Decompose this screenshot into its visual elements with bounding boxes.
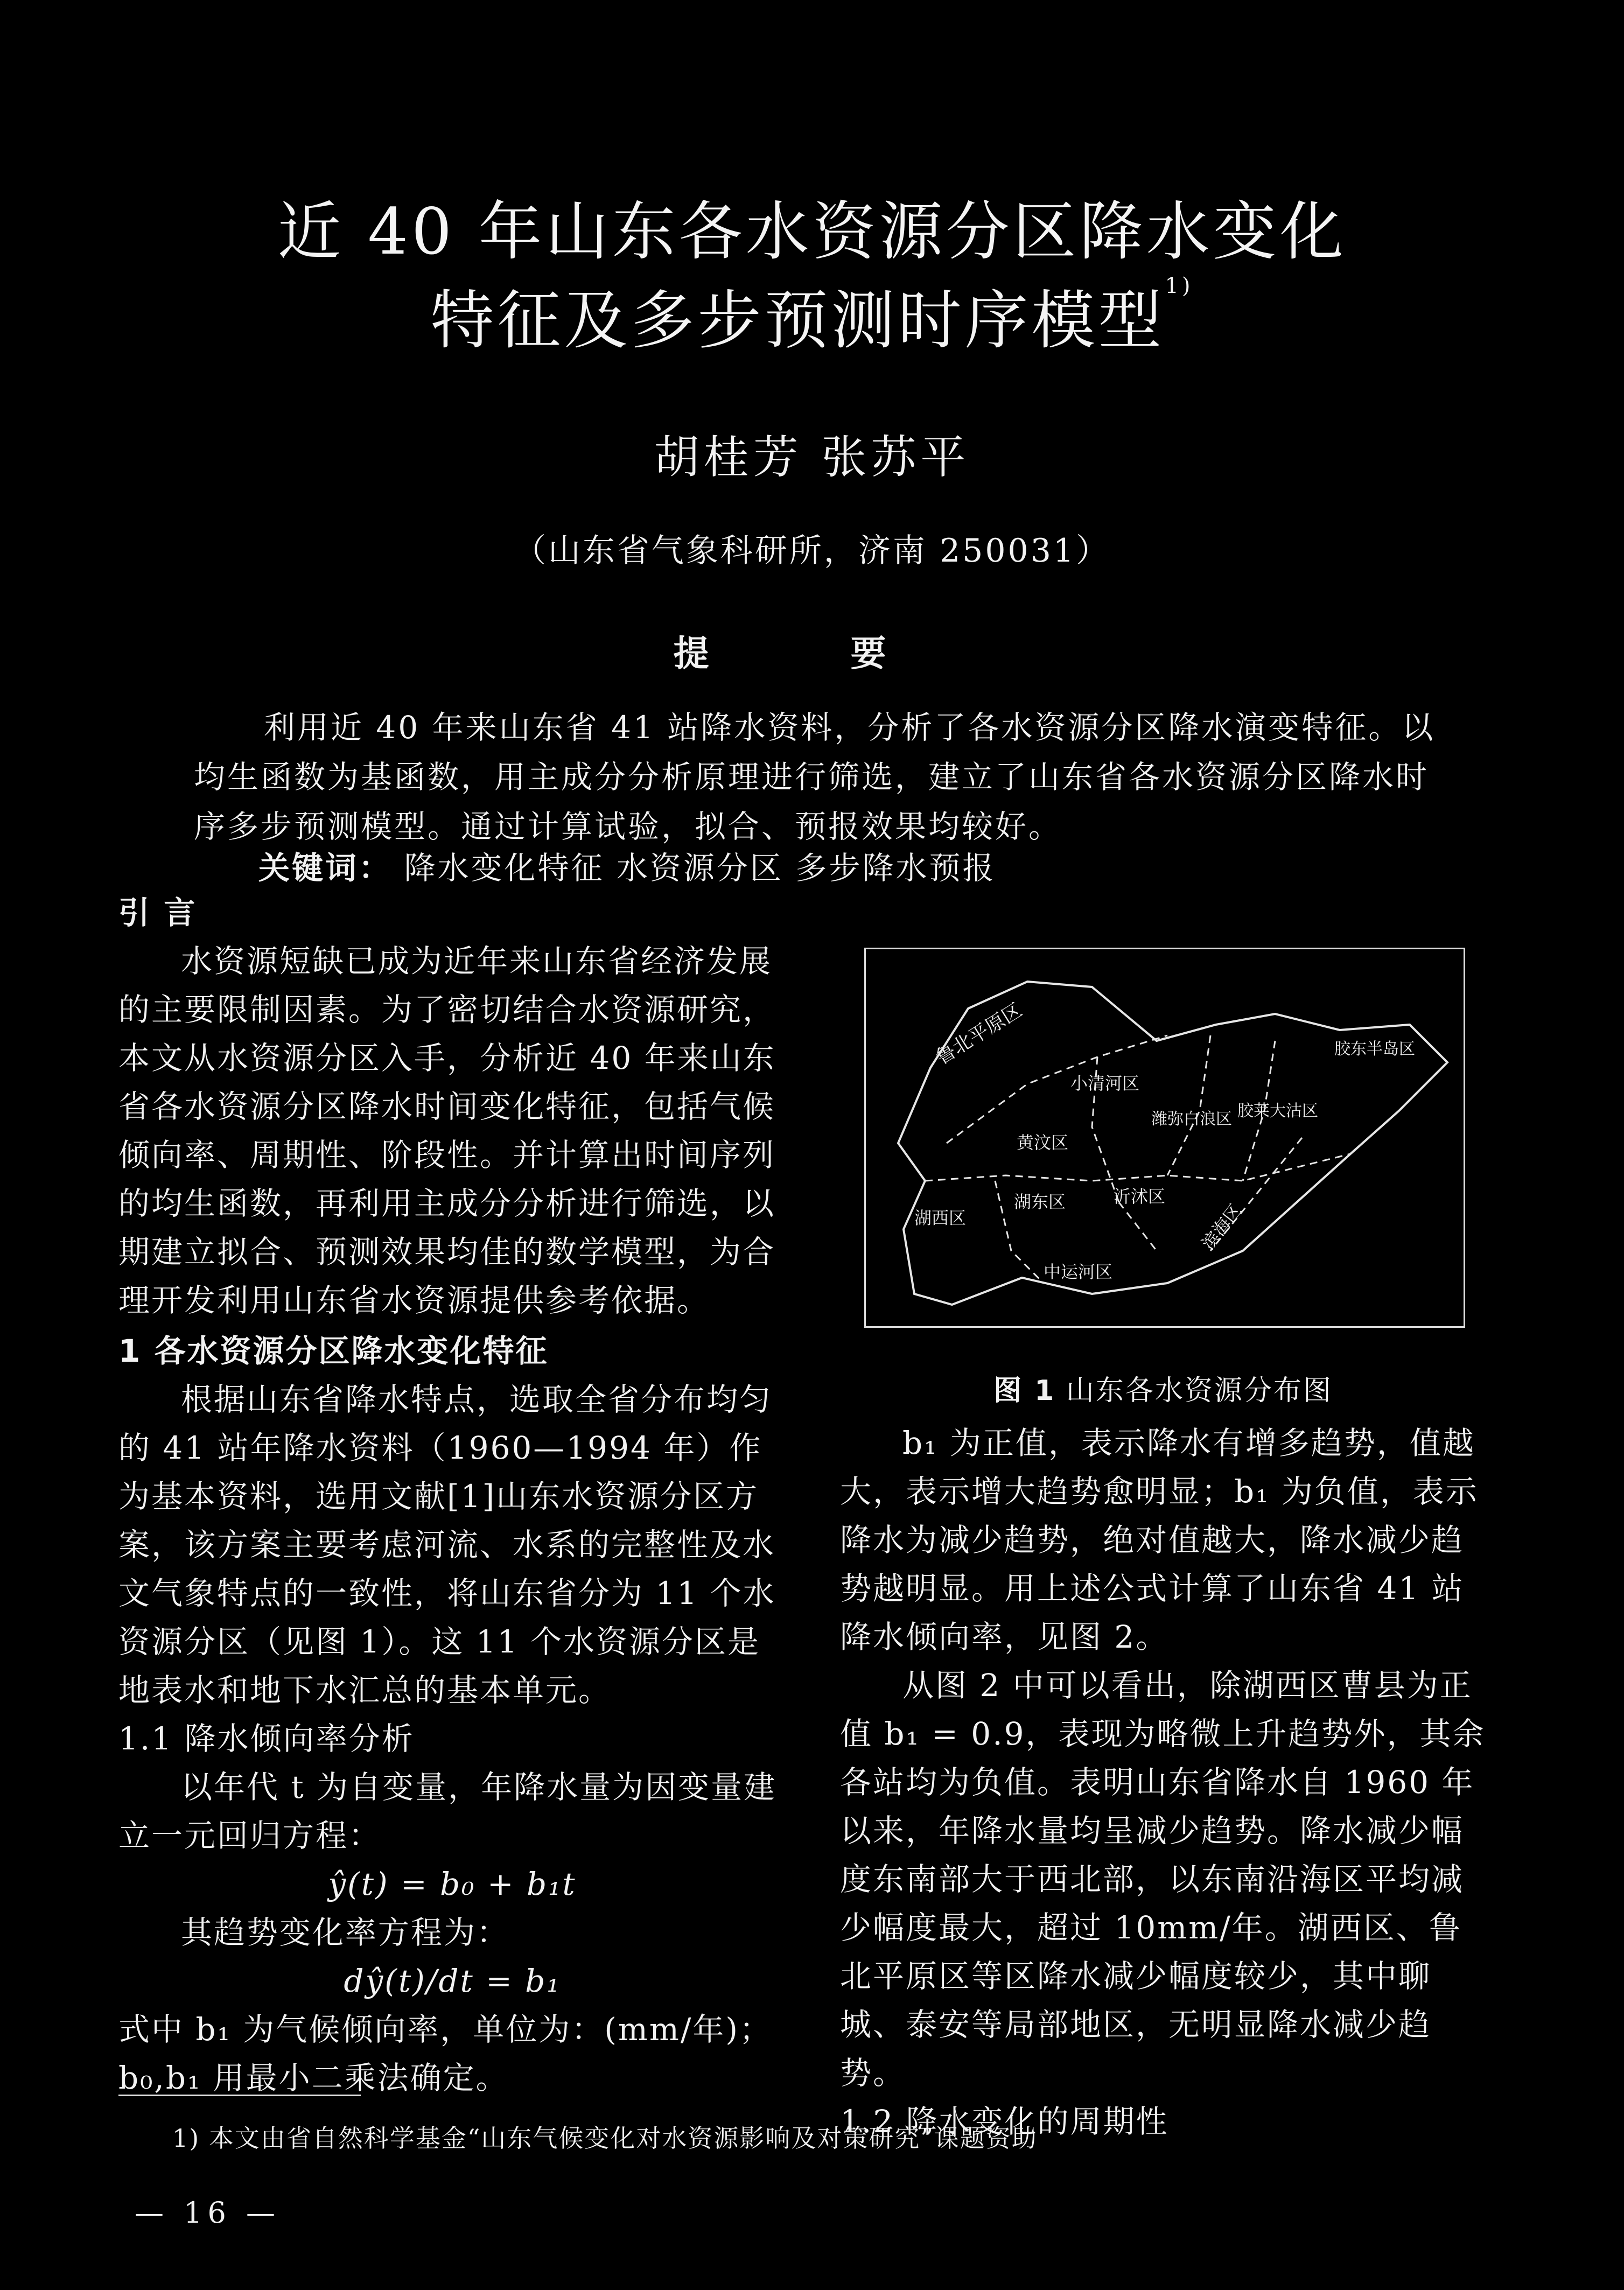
figure-1-caption-text: 山东各水资源分布图 <box>1066 1375 1333 1407</box>
section-1-1-heading: 1.1 降水倾向率分析 <box>118 1720 415 1757</box>
title-line-2-text: 特征及多步预测时序模型 <box>430 283 1165 358</box>
region-label: 湖东区 <box>1014 1192 1066 1212</box>
region-label: 胶莱大沽区 <box>1237 1102 1318 1121</box>
right-paragraph-1: b₁ 为正值，表示降水有增多趋势，值越大，表示增大趋势愈明显；b₁ 为负值，表示降水为减少趋势，绝对值越大，降水减少趋势越明显。用上述公式计算了山东省 41 站降水倾向率，见图 2。 <box>840 1425 1479 1655</box>
title-line-1: 近 40 年山东各水资源分区降水变化 <box>277 194 1347 269</box>
section-1-1-paragraph: 以年代 t 为自变量，年降水量为因变量建立一元回归方程： <box>118 1769 777 1854</box>
region-label: 湖西区 <box>914 1208 967 1228</box>
title-line-2 <box>0 269 1624 361</box>
figure-1-map <box>864 948 1465 1328</box>
footnote: 1) 本文由省自然科学基金“山东气候变化对水资源影响及对策研究”课题资助 <box>172 2124 1038 2153</box>
region-label: 中运河区 <box>1044 1262 1113 1282</box>
intro-paragraph: 水资源短缺已成为近年来山东省经济发展的主要限制因素。为了密切结合水资源研究，本文从水资源分区入手，分析近 40 年来山东省各水资源分区降水时间变化特征，包括气候倾向率、周期性、阶段性。并计算出时间序列的均生函数，再利用主成分分析进行筛选，以期建立拟合、预测效果均佳的数学模型，为合理开发利用山东省水资源提供参考依据。 <box>118 943 776 1319</box>
footnote-divider <box>118 2095 361 2096</box>
authors: 胡桂芳 张苏平 <box>654 431 970 484</box>
shandong-map <box>866 949 1464 1326</box>
region-label: 黄汶区 <box>1017 1132 1069 1153</box>
right-paragraph-2: 从图 2 中可以看出，除湖西区曹县为正值 b₁ = 0.9，表现为略微上升趋势外，其余各站均为负值。表明山东省降水自 1960 年以来，年降水量均呈减少趋势。降水减少幅度东南部大于西北部，以东南沿海区平均减少幅度最大，超过 10mm/年。湖西区、鲁北平原区等区降水减少幅度较少，其中聊城、泰安等局部地区，无明显降水减少趋势。 <box>840 1667 1486 2091</box>
section-1-paragraph: 根据山东省降水特点，选取全省分布均匀的 41 站年降水资料（1960—1994 年）作为基本资料，选用文献[1]山东水资源分区方案，该方案主要考虑河流、水系的完整性及水文气象特点的一致性，将山东省分为 11 个水资源分区（见图 1）。这 11 个水资源分区是地表水和地下水汇总的基本单元。 <box>118 1381 776 1708</box>
region-label: 潍弥白浪区 <box>1151 1110 1232 1129</box>
region-label: 鲁北平原区 <box>932 999 1026 1069</box>
figure-1-caption <box>864 1368 1462 1408</box>
where-text: 式中 b₁ 为气候倾向率，单位为：(mm/年)； <box>118 2011 773 2048</box>
keywords-label: 关键词： <box>258 850 393 886</box>
keywords-text: 降水变化特征 水资源分区 多步降水预报 <box>404 850 996 886</box>
section-1-heading: 1 各水资源分区降水变化特征 <box>118 1333 549 1369</box>
equation-2: dŷ(t)/dt = b₁ <box>344 1963 561 1999</box>
left-column <box>118 888 786 2102</box>
page-number: — 16 — <box>135 2196 281 2230</box>
region-label: 沂沭区 <box>1114 1186 1166 1207</box>
region-label: 小清河区 <box>1070 1073 1140 1094</box>
region-label: 胶东半岛区 <box>1334 1040 1415 1059</box>
abstract-text: 利用近 40 年来山东省 41 站降水资料，分析了各水资源分区降水演变特征。以均生函数为基函数，用主成分分析原理进行筛选，建立了山东省各水资源分区降水时序多步预测模型。通过计算试验，拟合、预报效果均较好。 <box>194 709 1436 845</box>
equation-1: ŷ(t) = b₀ + b₁t <box>328 1866 577 1902</box>
where-text-2: b₀,b₁ 用最小二乘法确定。 <box>118 2060 509 2096</box>
trend-text: 其趋势变化率方程为： <box>181 1914 510 1951</box>
title-footnote-mark: 1) <box>1165 274 1194 298</box>
figure-1-label: 图 1 <box>993 1375 1056 1407</box>
keywords <box>258 843 996 888</box>
abstract-heading: 提 要 <box>673 633 951 674</box>
right-column <box>840 1419 1492 2146</box>
region-label: 滨海区 <box>1198 1200 1246 1253</box>
intro-heading: 引 言 <box>118 894 197 931</box>
section-1-2-heading: 1.2 降水变化的周期性 <box>840 2103 1169 2140</box>
affiliation: （山东省气象科研所，济南 250031） <box>513 532 1111 570</box>
